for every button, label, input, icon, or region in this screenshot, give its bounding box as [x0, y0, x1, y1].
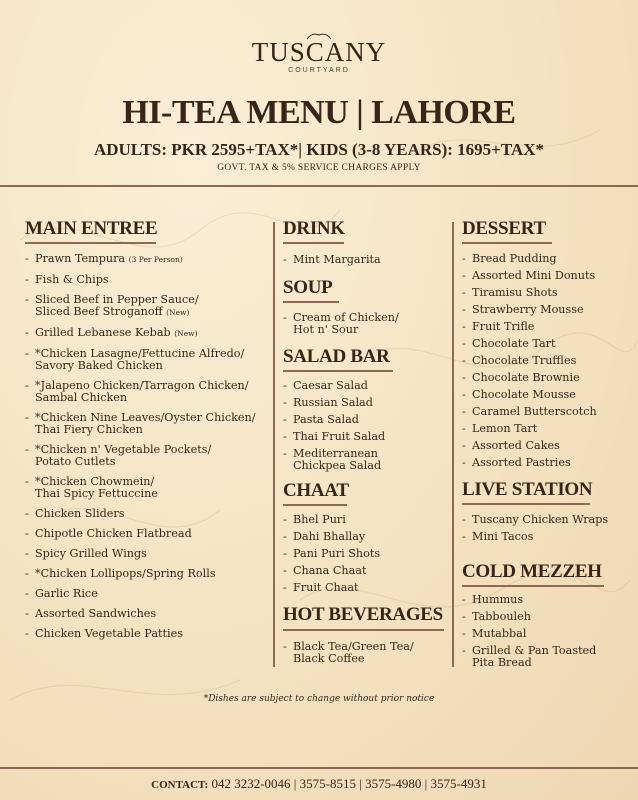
item-text: Tuscany Chicken Wraps [472, 513, 609, 526]
list-item [462, 355, 634, 367]
item-text: *Chicken Lollipops/Spring Rolls [35, 567, 216, 580]
chaat-title: CHAAT [283, 480, 349, 501]
main-entree-title: MAIN ENTREE [25, 218, 158, 239]
item-text: Sliced Beef Stroganoff [35, 305, 163, 318]
item-text: Caramel Butterscotch [472, 405, 597, 418]
item-text: Cream of Chicken/ [293, 311, 399, 324]
item-text: Bhel Puri [293, 513, 346, 526]
column-divider-right [452, 222, 454, 667]
item-text: Grilled Lebanese Kebab [35, 326, 171, 339]
list-item [462, 645, 634, 669]
drink-underline [283, 242, 344, 244]
crest-icon [305, 32, 333, 40]
page-title: HI-TEA MENU | LAHORE [122, 94, 516, 131]
item-text: Fish & Chips [35, 273, 109, 286]
item-text: Black Coffee [293, 652, 365, 665]
item-text: Prawn Tempura [35, 252, 126, 265]
bottom-divider [0, 767, 638, 769]
drink-title: DRINK [283, 218, 345, 239]
item-text: Pasta Salad [293, 413, 359, 426]
item-text: Caesar Salad [293, 379, 368, 392]
item-text: Hot n' Sour [293, 323, 359, 336]
list-item [283, 312, 448, 336]
list-item [462, 514, 634, 526]
footnote: *Dishes are subject to change without prior notice [203, 694, 435, 704]
item-text: Strawberry Mousse [472, 303, 584, 316]
list-item [283, 431, 448, 443]
item-text: Hummus [472, 593, 524, 606]
list-item [283, 448, 448, 472]
list-item [462, 423, 634, 435]
item-text: Assorted Sandwiches [35, 607, 157, 620]
item-text: Sliced Beef in Pepper Sauce/ [35, 293, 199, 306]
list-item [283, 565, 448, 577]
item-text: Chicken Vegetable Patties [35, 627, 183, 640]
list-item [462, 531, 634, 543]
salad-bar-underline [283, 370, 393, 372]
item-text: Chocolate Tart [472, 337, 556, 350]
cold-mezzeh-title: COLD MEZZEH [462, 561, 602, 582]
item-text: Fruit Trifle [472, 320, 535, 333]
item-text: *Chicken Chowmein/ [35, 475, 155, 488]
list-item [462, 338, 634, 350]
soup-title: SOUP [283, 277, 333, 298]
live-station-list [462, 514, 634, 543]
item-text: Fruit Chaat [293, 581, 359, 594]
list-item [462, 372, 634, 384]
item-text: Pani Puri Shots [293, 547, 381, 560]
item-text: Savory Baked Chicken [35, 359, 163, 372]
item-note: (New) [166, 308, 190, 317]
dessert-title: DESSERT [462, 218, 546, 239]
list-item [283, 414, 448, 426]
hot-beverages-list [283, 641, 448, 665]
list-item [462, 628, 634, 640]
item-text: Pita Bread [472, 656, 532, 669]
tax-note: GOVT. TAX & 5% SERVICE CHARGES APPLY [217, 163, 421, 173]
list-item [25, 568, 270, 580]
list-item [25, 380, 270, 404]
item-text: Grilled & Pan Toasted [472, 644, 597, 657]
list-item [462, 270, 634, 282]
item-note: (New) [174, 329, 198, 338]
list-item [25, 412, 270, 436]
list-item [25, 628, 270, 640]
list-item [462, 594, 634, 606]
item-text: Garlic Rice [35, 587, 98, 600]
item-text: Chicken Sliders [35, 507, 125, 520]
dessert-list [462, 253, 634, 469]
item-text: Thai Fruit Salad [293, 430, 386, 443]
contact-numbers: 042 3232-0046 | 3575-8515 | 3575-4980 | 3575-4931 [211, 776, 487, 791]
list-item [25, 348, 270, 372]
item-text: Black Tea/Green Tea/ [293, 640, 414, 653]
list-item [25, 444, 270, 468]
item-text: Chocolate Brownie [472, 371, 580, 384]
list-item [462, 304, 634, 316]
list-item [25, 508, 270, 520]
list-item [462, 287, 634, 299]
item-text: *Jalapeno Chicken/Tarragon Chicken/ [35, 379, 249, 392]
list-item [283, 548, 448, 560]
live-station-title: LIVE STATION [462, 479, 593, 500]
item-text: Assorted Mini Donuts [472, 269, 596, 282]
list-item [462, 389, 634, 401]
soup-underline [283, 301, 339, 303]
item-text: Chipotle Chicken Flatbread [35, 527, 192, 540]
item-text: Mediterranean [293, 447, 378, 460]
item-text: Dahi Bhallay [293, 530, 366, 543]
item-text: Chocolate Mousse [472, 388, 576, 401]
drink-list [283, 254, 448, 266]
item-text: Chana Chaat [293, 564, 367, 577]
list-item [25, 548, 270, 560]
list-item [462, 457, 634, 469]
list-item [25, 528, 270, 540]
list-item [283, 514, 448, 526]
list-item [283, 531, 448, 543]
chaat-list [283, 514, 448, 594]
item-text: Assorted Pastries [472, 456, 571, 469]
hot-beverages-underline [283, 629, 444, 631]
list-item [283, 641, 448, 665]
dessert-underline [462, 242, 552, 244]
item-text: Mini Tacos [472, 530, 534, 543]
item-text: Potato Cutlets [35, 455, 116, 468]
live-station-underline [462, 503, 590, 505]
top-divider [0, 185, 638, 187]
list-item [25, 588, 270, 600]
price-line: ADULTS: PKR 2595+TAX*| KIDS (3-8 YEARS): 1695+TAX* [93, 140, 545, 159]
list-item [283, 254, 448, 266]
item-text: Bread Pudding [472, 252, 557, 265]
item-text: Assorted Cakes [472, 439, 560, 452]
item-text: Spicy Grilled Wings [35, 547, 147, 560]
item-text: Russian Salad [293, 396, 373, 409]
chaat-underline [283, 504, 347, 506]
cold-mezzeh-underline [462, 585, 604, 587]
list-item [283, 397, 448, 409]
hot-beverages-title: HOT BEVERAGES [283, 604, 443, 625]
item-text: Mutabbal [472, 627, 527, 640]
column-divider-left [273, 222, 275, 667]
brand-subtitle: COURTYARD [288, 67, 350, 74]
list-item [462, 253, 634, 265]
item-text: Thai Spicy Fettuccine [35, 487, 158, 500]
brand-logo [0, 38, 638, 74]
brand-name: TUSCANY [251, 37, 387, 67]
list-item [462, 440, 634, 452]
item-text: Lemon Tart [472, 422, 538, 435]
item-text: Tabbouleh [472, 610, 531, 623]
main-entree-list [25, 253, 270, 640]
list-item [25, 253, 270, 266]
item-text: *Chicken Nine Leaves/Oyster Chicken/ [35, 411, 256, 424]
main-entree-underline [25, 242, 156, 244]
list-item [462, 406, 634, 418]
contact-line [0, 776, 638, 792]
salad-bar-list [283, 380, 448, 472]
list-item [25, 294, 270, 319]
item-text: Thai Fiery Chicken [35, 423, 143, 436]
item-text: Chickpea Salad [293, 459, 382, 472]
list-item [462, 611, 634, 623]
item-note: (3 Per Person) [128, 255, 183, 264]
salad-bar-title: SALAD BAR [283, 346, 390, 367]
list-item [25, 608, 270, 620]
list-item [462, 321, 634, 333]
list-item [283, 582, 448, 594]
cold-mezzeh-list [462, 594, 634, 669]
contact-label: CONTACT: [151, 779, 209, 791]
list-item [25, 327, 270, 340]
soup-list [283, 312, 448, 336]
item-text: Sambal Chicken [35, 391, 128, 404]
list-item [25, 274, 270, 286]
list-item [283, 380, 448, 392]
item-text: *Chicken n' Vegetable Pockets/ [35, 443, 212, 456]
item-text: Tiramisu Shots [472, 286, 558, 299]
list-item [25, 476, 270, 500]
item-text: Chocolate Truffles [472, 354, 577, 367]
item-text: *Chicken Lasagne/Fettucine Alfredo/ [35, 347, 245, 360]
item-text: Mint Margarita [293, 253, 381, 266]
